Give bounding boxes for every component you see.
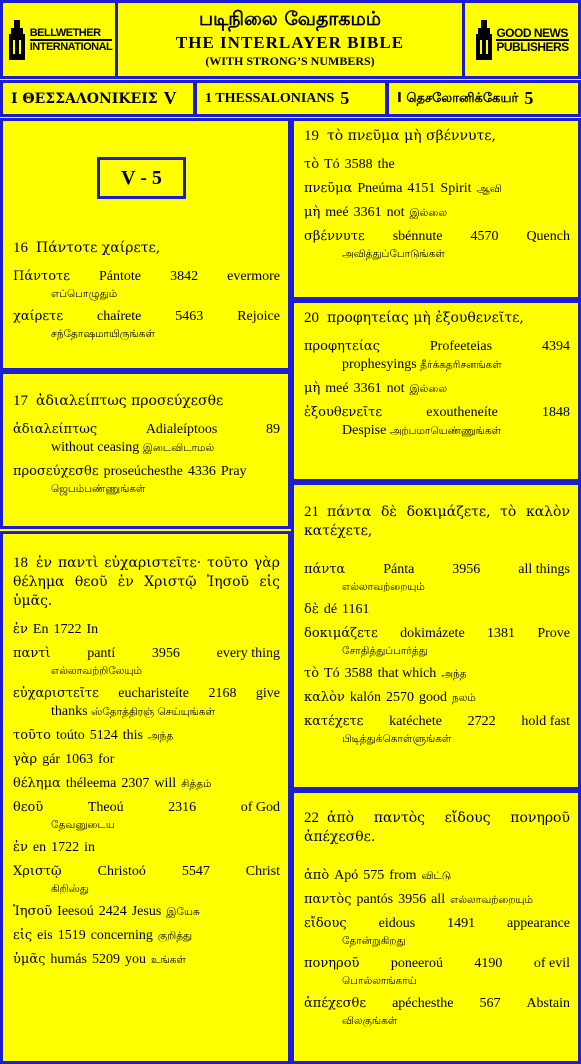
- word-entry: [13, 799, 280, 833]
- text: 1722: [53, 622, 82, 637]
- text: of evil: [533, 956, 570, 971]
- word-entry: [304, 867, 570, 885]
- text: [304, 891, 570, 909]
- word-entry: [304, 915, 570, 949]
- text: humás: [50, 952, 87, 967]
- word-entry: [304, 625, 570, 659]
- text: 1491: [447, 916, 476, 931]
- word-entry: [304, 404, 570, 440]
- text: every thing: [216, 646, 280, 661]
- text: sbénnute: [392, 229, 443, 244]
- logo-line1: GOOD NEWS: [496, 25, 568, 40]
- text: [304, 380, 570, 398]
- word-entry: [304, 601, 570, 619]
- word-entry: [13, 268, 280, 302]
- text: [304, 689, 570, 707]
- text: παντὶ: [13, 646, 51, 661]
- text: τὸ: [304, 666, 320, 681]
- text: appearance: [507, 916, 570, 931]
- verse-heading: [13, 239, 280, 258]
- text: இடைவிடாமல்: [142, 442, 215, 454]
- text: 2307: [121, 776, 150, 791]
- text: சித்தம்: [181, 778, 212, 790]
- text: இல்லை: [409, 207, 448, 219]
- text: all things: [518, 562, 570, 577]
- text: 89: [266, 422, 280, 437]
- text: குறித்து: [157, 930, 193, 942]
- goodnews-logo: [474, 18, 568, 62]
- text: will: [154, 776, 177, 791]
- text: [13, 839, 280, 857]
- text: 3361: [353, 381, 382, 396]
- text: προφητείας μὴ ἐξουθενεῖτε,: [327, 310, 524, 326]
- text: 1519: [57, 928, 86, 943]
- text: πάντα δὲ δοκιμάζετε, τὸ καλὸν κατέχετε,: [304, 504, 570, 539]
- verse-heading: [304, 809, 570, 847]
- book-tamil-chapter: 5: [524, 88, 534, 108]
- text: 1063: [65, 752, 94, 767]
- book-greek-name: I ΘΕΣΣΑΛΟΝΙΚΕΙΣ: [11, 90, 158, 107]
- text: πνεῦμα: [304, 181, 353, 196]
- text: ἀπέχεσθε: [304, 996, 367, 1011]
- text: Pneúma: [357, 181, 403, 196]
- text: καλὸν: [304, 690, 345, 705]
- text: ἀπὸ: [304, 868, 330, 883]
- text: pantós: [356, 892, 394, 907]
- text: hold fast: [521, 714, 570, 729]
- text: 3588: [344, 666, 373, 681]
- text: εἰς: [13, 928, 33, 943]
- text: [304, 356, 570, 374]
- text: 18: [13, 555, 28, 571]
- text: கிறிஸ்து: [51, 883, 90, 895]
- figure-icon: [474, 18, 494, 62]
- text: Quench: [526, 229, 570, 244]
- text: πονηροῦ: [304, 956, 360, 971]
- verse-17-panel: [0, 371, 291, 529]
- word-entry: [304, 338, 570, 374]
- text: pantí: [87, 646, 116, 661]
- text: Christoó: [97, 864, 146, 879]
- text: εἴδους: [304, 916, 347, 931]
- text: [13, 751, 280, 769]
- text: பொல்லாங்காய்: [342, 975, 417, 987]
- text: apéchesthe: [392, 996, 454, 1011]
- text: concerning: [90, 928, 153, 943]
- text: Pántote: [99, 269, 142, 284]
- verse-18-panel: [0, 531, 291, 1064]
- text: நலம்: [451, 692, 476, 704]
- text: [13, 775, 280, 793]
- text: ஆவி: [476, 183, 502, 195]
- text: good: [418, 690, 447, 705]
- text: 22: [304, 810, 319, 826]
- text: 4394: [541, 339, 570, 354]
- text: [13, 903, 280, 921]
- text: χαίρετε: [13, 309, 64, 324]
- text: of God: [240, 800, 280, 815]
- text: poneeroú: [390, 956, 443, 971]
- text: εὐχαριστεῖτε eucharisteíte 2168 give: [13, 686, 280, 701]
- title-sub: (WITH STRONG’S NUMBERS): [205, 54, 375, 68]
- text: ὑμᾶς: [13, 952, 46, 967]
- text: all: [431, 892, 446, 907]
- text: உங்கள்: [150, 954, 186, 966]
- word-entry: [304, 561, 570, 595]
- text: kalón: [349, 690, 381, 705]
- text: [304, 180, 570, 198]
- text: Christ: [245, 864, 280, 879]
- text: [13, 621, 280, 639]
- text: Prove: [537, 626, 570, 641]
- text: Despise: [342, 423, 387, 438]
- text: [13, 463, 280, 481]
- text: παντὸς: [304, 892, 352, 907]
- text: en: [32, 840, 47, 855]
- word-entry: [304, 891, 570, 909]
- text: 2722: [467, 714, 496, 729]
- word-entry: [13, 951, 280, 969]
- text: προφητείας: [304, 339, 380, 354]
- text: eidous: [378, 916, 416, 931]
- text: 575: [363, 868, 385, 883]
- text: Πάντοτε χαίρετε,: [36, 240, 161, 256]
- goodnews-logo-box: [462, 0, 581, 79]
- verse-19-panel: [291, 118, 581, 300]
- text: 3588: [344, 157, 373, 172]
- chapter-badge: V - 5: [97, 157, 186, 199]
- text: meé: [325, 381, 349, 396]
- text: Jesus: [131, 904, 162, 919]
- text: [304, 422, 570, 440]
- text: [13, 421, 280, 439]
- text: Spirit: [440, 181, 472, 196]
- text: அற்பமாயெண்ணுங்கள்: [389, 425, 502, 437]
- text: δοκιμάζετε: [304, 626, 378, 641]
- word-entry: [304, 689, 570, 707]
- text: [13, 268, 280, 286]
- text: ἀπὸ παντὸς εἴδους πονηροῦ ἀπέχεσθε.: [304, 810, 570, 845]
- word-entry: [304, 204, 570, 222]
- text: தேவனுடைய: [51, 819, 115, 831]
- text: κατέχετε: [304, 714, 364, 729]
- text: ஜெபம்பண்ணுங்கள்: [51, 483, 146, 495]
- word-entry: [304, 665, 570, 683]
- text: Rejoice: [237, 309, 280, 324]
- text: சந்தோஷமாயிருங்கள்: [51, 328, 155, 340]
- text: σβέννυτε: [304, 229, 365, 244]
- text: Abstain: [526, 996, 570, 1011]
- text: ἐξουθενεῖτε: [304, 405, 383, 420]
- verse-heading: [304, 503, 570, 541]
- text: dokimázete: [400, 626, 465, 641]
- sheep-figure-icon: [6, 18, 28, 62]
- text: Pánta: [383, 562, 415, 577]
- text: [304, 561, 570, 579]
- text: [304, 713, 570, 731]
- text: [304, 156, 570, 174]
- text: μὴ: [304, 381, 321, 396]
- book-english-chapter: 5: [340, 88, 350, 108]
- text: எல்லாவற்றையும்: [450, 894, 533, 906]
- text: ἐν παντὶ εὐχαριστεῖτε· τοῦτο γὰρ θέλημα θεοῦ ἐν Χριστῷ Ἰησοῦ εἰς ὑμᾶς.: [13, 555, 280, 609]
- text: 2424: [98, 904, 127, 919]
- text: 3956: [151, 646, 180, 661]
- text: 1161: [342, 602, 370, 617]
- text: τοῦτο: [13, 728, 51, 743]
- text: from: [389, 868, 417, 883]
- title-box: [115, 0, 465, 79]
- text: 2570: [385, 690, 414, 705]
- text: Πάντοτε: [13, 269, 70, 284]
- text: எல்லாவற்றையும்: [342, 581, 425, 593]
- text: 3842: [170, 269, 199, 284]
- text: ἀδιαλείπτως: [13, 422, 98, 437]
- text: the: [377, 157, 395, 172]
- text: Tó: [324, 666, 340, 681]
- word-entry: [13, 621, 280, 639]
- text: ἀδιαλείπτως προσεύχεσθε: [36, 393, 224, 409]
- word-entry: [13, 463, 280, 497]
- text: 16: [13, 240, 28, 256]
- text: 3956: [452, 562, 481, 577]
- text: அந்த: [147, 730, 174, 742]
- text: [13, 439, 280, 457]
- text: that which: [377, 666, 437, 681]
- text: Tó: [324, 157, 340, 172]
- verse-heading: [13, 554, 280, 611]
- book-english-name: 1 THESSALONIANS: [205, 90, 335, 106]
- logo-line2: INTERNATIONAL: [29, 40, 113, 53]
- text: 2316: [168, 800, 197, 815]
- text: [13, 727, 280, 745]
- text: [304, 995, 570, 1013]
- text: 3361: [353, 205, 382, 220]
- text: θεοῦ: [13, 800, 44, 815]
- text: eucharisteíte: [118, 686, 190, 701]
- text: τὸ πνεῦμα μὴ σβέννυτε,: [327, 128, 496, 144]
- logo-line1: BELLWETHER: [29, 26, 101, 39]
- text: Theoú: [87, 800, 124, 815]
- text: 5209: [91, 952, 120, 967]
- text: In: [86, 622, 99, 637]
- text: 4570: [470, 229, 499, 244]
- book-tamil: [386, 80, 581, 117]
- text: எப்பொழுதும்: [51, 288, 118, 300]
- text: this: [122, 728, 143, 743]
- word-entry: [304, 713, 570, 747]
- text: [304, 204, 570, 222]
- text: Profeeteias: [429, 339, 493, 354]
- bellwether-logo-box: [0, 0, 118, 79]
- book-greek: [0, 80, 196, 117]
- text: [304, 228, 570, 246]
- text: not: [386, 205, 405, 220]
- text: γὰρ: [13, 752, 38, 767]
- text: you: [124, 952, 146, 967]
- text: proseúchesthe: [103, 464, 183, 479]
- text: théleema: [65, 776, 117, 791]
- book-tamil-name: I தெசலோனிக்கேயர்: [397, 90, 519, 106]
- word-entry: [13, 775, 280, 793]
- word-entry: [304, 955, 570, 989]
- text: Ieesoú: [57, 904, 94, 919]
- text: 5547: [181, 864, 210, 879]
- text: εὐχαριστεῖτε: [13, 686, 99, 701]
- verse-21-panel: [291, 482, 581, 790]
- text: in: [84, 840, 95, 855]
- text: [13, 863, 280, 881]
- text: meé: [325, 205, 349, 220]
- word-entry: [304, 228, 570, 262]
- text: prophesyings: [342, 357, 417, 372]
- verse-20-panel: [291, 300, 581, 482]
- text: προσεύχεσθε: [13, 464, 99, 479]
- text: 5124: [89, 728, 118, 743]
- title-main: THE INTERLAYER BIBLE: [175, 33, 405, 52]
- text: [304, 601, 570, 619]
- text: δὲ: [304, 602, 319, 617]
- word-entry: [13, 727, 280, 745]
- bellwether-logo: [6, 18, 113, 62]
- text: தீர்க்கதரிசனங்கள்: [420, 359, 502, 371]
- text: chaírete: [97, 309, 142, 324]
- text: not: [386, 381, 405, 396]
- text: அந்த: [441, 668, 467, 680]
- text: [304, 338, 570, 356]
- text: without ceasing: [51, 440, 140, 455]
- text: 1381: [487, 626, 515, 641]
- text: [13, 645, 280, 663]
- text: Pray: [220, 464, 247, 479]
- text: 5463: [175, 309, 204, 324]
- text: [304, 955, 570, 973]
- word-entry: [13, 308, 280, 342]
- text: θέλημα: [13, 776, 61, 791]
- text: [13, 799, 280, 817]
- text: 4151: [407, 181, 436, 196]
- text: விட்டு: [421, 870, 452, 882]
- text: Adialeíptoos: [145, 422, 218, 437]
- text: gár: [42, 752, 61, 767]
- text: for: [98, 752, 115, 767]
- verse-16-panel: [0, 118, 291, 371]
- text: 4336: [187, 464, 216, 479]
- text: πάντα: [304, 562, 346, 577]
- text: [13, 308, 280, 326]
- text: 17: [13, 393, 28, 409]
- text: ஸ்தோத்திரஞ் செய்யுங்கள்: [91, 706, 215, 718]
- word-entry: [304, 156, 570, 174]
- word-entry: [304, 995, 570, 1029]
- text: ἐν: [13, 622, 28, 637]
- text: eis: [37, 928, 53, 943]
- text: 21: [304, 504, 319, 520]
- text: [13, 927, 280, 945]
- text: விலகுங்கள்: [342, 1015, 398, 1027]
- word-entry: [13, 685, 280, 721]
- text: [304, 404, 570, 422]
- word-entry: [13, 421, 280, 457]
- title-tamil: படிநிலை வேதாகமம்: [198, 8, 382, 30]
- text: 20: [304, 310, 319, 326]
- text: [13, 951, 280, 969]
- text: toúto: [55, 728, 85, 743]
- book-english: [194, 80, 388, 117]
- text: Apó: [334, 868, 359, 883]
- text: எல்லாவற்றிலேயும்: [51, 665, 142, 677]
- text: Χριστῷ: [13, 864, 62, 879]
- text: 19: [304, 128, 319, 144]
- text: பிடித்துக்கொள்ளுங்கள்: [342, 733, 452, 745]
- verse-heading: [304, 127, 570, 146]
- word-entry: [13, 839, 280, 857]
- text: ἐν: [13, 840, 28, 855]
- text: [304, 665, 570, 683]
- text: தோன்றுகிறது: [342, 935, 406, 947]
- text: [304, 915, 570, 933]
- word-entry: [13, 645, 280, 679]
- text: evermore: [227, 269, 280, 284]
- word-entry: [304, 380, 570, 398]
- text: μὴ: [304, 205, 321, 220]
- text: τὸ: [304, 157, 320, 172]
- verse-heading: [13, 392, 280, 411]
- word-entry: [13, 751, 280, 769]
- text: [304, 625, 570, 643]
- word-entry: [13, 903, 280, 921]
- text: 1722: [51, 840, 80, 855]
- word-entry: [13, 927, 280, 945]
- text: 3956: [398, 892, 427, 907]
- text: Ἰησοῦ: [13, 904, 53, 919]
- book-greek-chapter: V: [163, 88, 177, 108]
- text: En: [32, 622, 49, 637]
- verse-22-panel: [291, 790, 581, 1064]
- text: 1848: [542, 405, 570, 420]
- text: 567: [479, 996, 501, 1011]
- word-entry: [304, 180, 570, 198]
- text: 2168: [208, 686, 237, 701]
- text: இயேசு: [166, 906, 200, 918]
- text: [304, 867, 570, 885]
- text: 4190: [474, 956, 503, 971]
- text: exoutheneíte: [426, 405, 498, 420]
- text: இல்லை: [409, 383, 448, 395]
- logo-line2: PUBLISHERS: [496, 39, 569, 54]
- verse-heading: [304, 309, 570, 328]
- word-entry: [13, 863, 280, 897]
- text: katéchete: [389, 714, 442, 729]
- text: அவித்துப்போடுங்கள்: [342, 248, 445, 260]
- text: dé: [323, 602, 338, 617]
- text: சோதித்துப்பார்த்து: [342, 645, 428, 657]
- text: thanks ஸ்தோத்திரஞ் செய்யுங்கள்: [51, 704, 215, 719]
